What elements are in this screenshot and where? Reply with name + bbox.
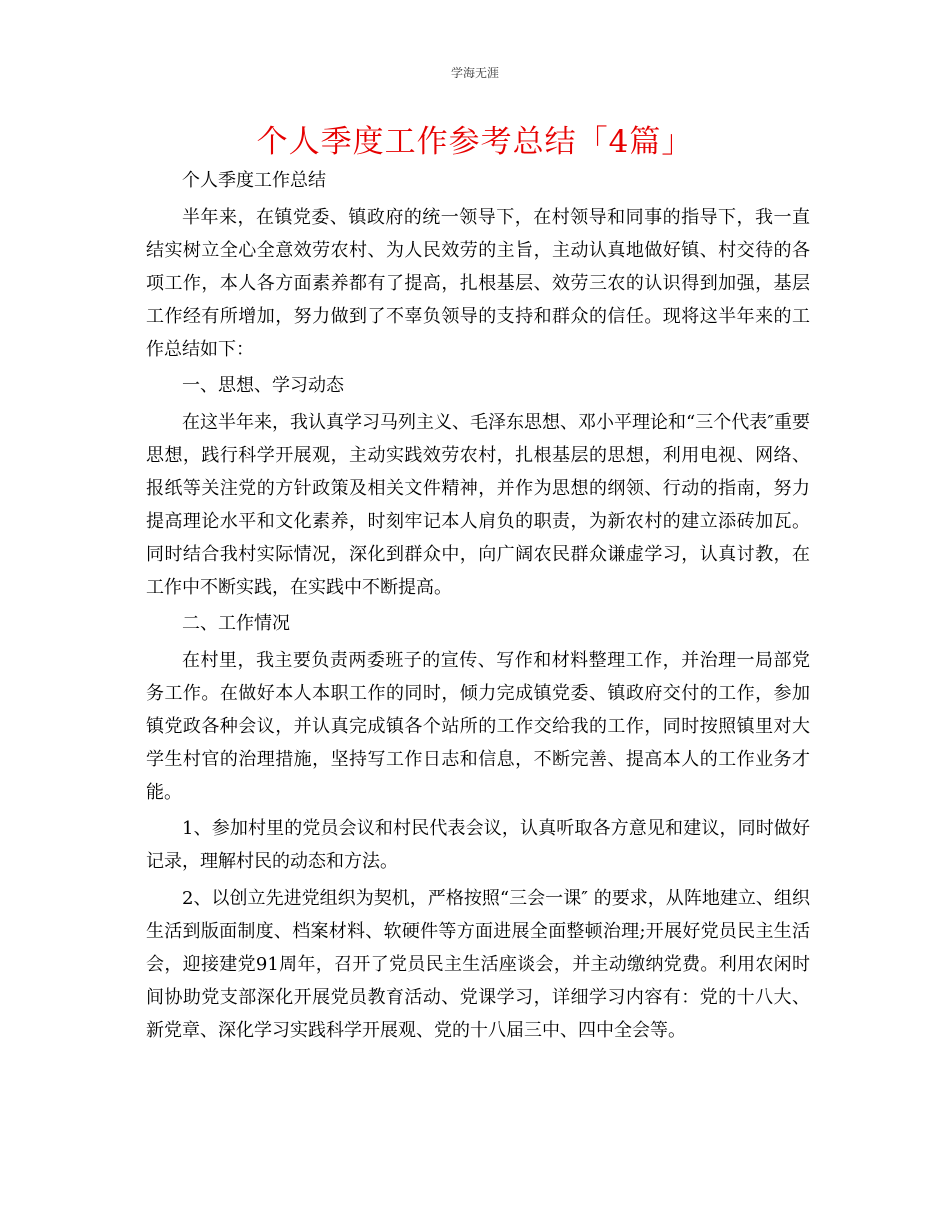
section-heading-work: 二、工作情况 xyxy=(182,613,290,634)
thought-study-paragraph: 在这半年来，我认真学习马列主义、毛泽东思想、邓小平理论和“三个代表″重要思想，践行科学开展观，主动实践效劳农村，扎根基层的思想，利用电视、网络、报纸等关注党的方针政策及相关文件精神，并作为思想的纲领、行动的指南，努力提高理论水平和文化素养，时刻牢记本人肩负的职责，为新农村的建立添砖加瓦。同时结合我村实际情况，深化到群众中，向广阔农民群众谦虚学习，认真讨教，在工作中不断实践，在实践中不断提高。 xyxy=(146,411,810,598)
work-item-1-paragraph: 1、参加村里的党员会议和村民代表会议，认真听取各方意见和建议，同时做好记录，理解村民的动态和方法。 xyxy=(146,818,810,872)
document-body xyxy=(146,164,810,1050)
intro-paragraph: 半年来，在镇党委、镇政府的统一领导下，在村领导和同事的指导下，我一直结实树立全心全意效劳农村、为人民效劳的主旨，主动认真地做好镇、村交待的各项工作，本人各方面素养都有了提高，扎根基层、效劳三农的认识得到加强，基层工作经有所增加，努力做到了不辜负领导的支持和群众的信任。现将这半年来的工作总结如下： xyxy=(146,206,810,360)
page-header: 学海无涯 xyxy=(450,66,499,80)
document-title: 个人季度工作参考总结「4篇」 xyxy=(256,124,694,160)
work-paragraph: 在村里，我主要负责两委班子的宣传、写作和材料整理工作，并治理一局部党务工作。在做好本人本职工作的同时，倾力完成镇党委、镇政府交付的工作，参加镇党政各种会议，并认真完成镇各个站所的工作交给我的工作，同时按照镇里对大学生村官的治理措施，坚持写工作日志和信息，不断完善、提高本人的工作业务才能。 xyxy=(146,649,810,803)
section-heading-thought-study: 一、思想、学习动态 xyxy=(182,375,344,396)
subtitle-paragraph: 个人季度工作总结 xyxy=(182,170,326,191)
work-item-2-paragraph: 2、以创立先进党组织为契机，严格按照“三会一课″ 的要求，从阵地建立、组织生活到版面制度、档案材料、软硬件等方面进展全面整顿治理;开展好党员民主生活会，迎接建党91周年，召开了党员民主生活座谈会，并主动缴纳党费。利用农闲时间协助党支部深化开展党员教育活动、党课学习，详细学习内容有：党的十八大、新党章、深化学习实践科学开展观、党的十八届三中、四中全会等。 xyxy=(146,887,810,1041)
